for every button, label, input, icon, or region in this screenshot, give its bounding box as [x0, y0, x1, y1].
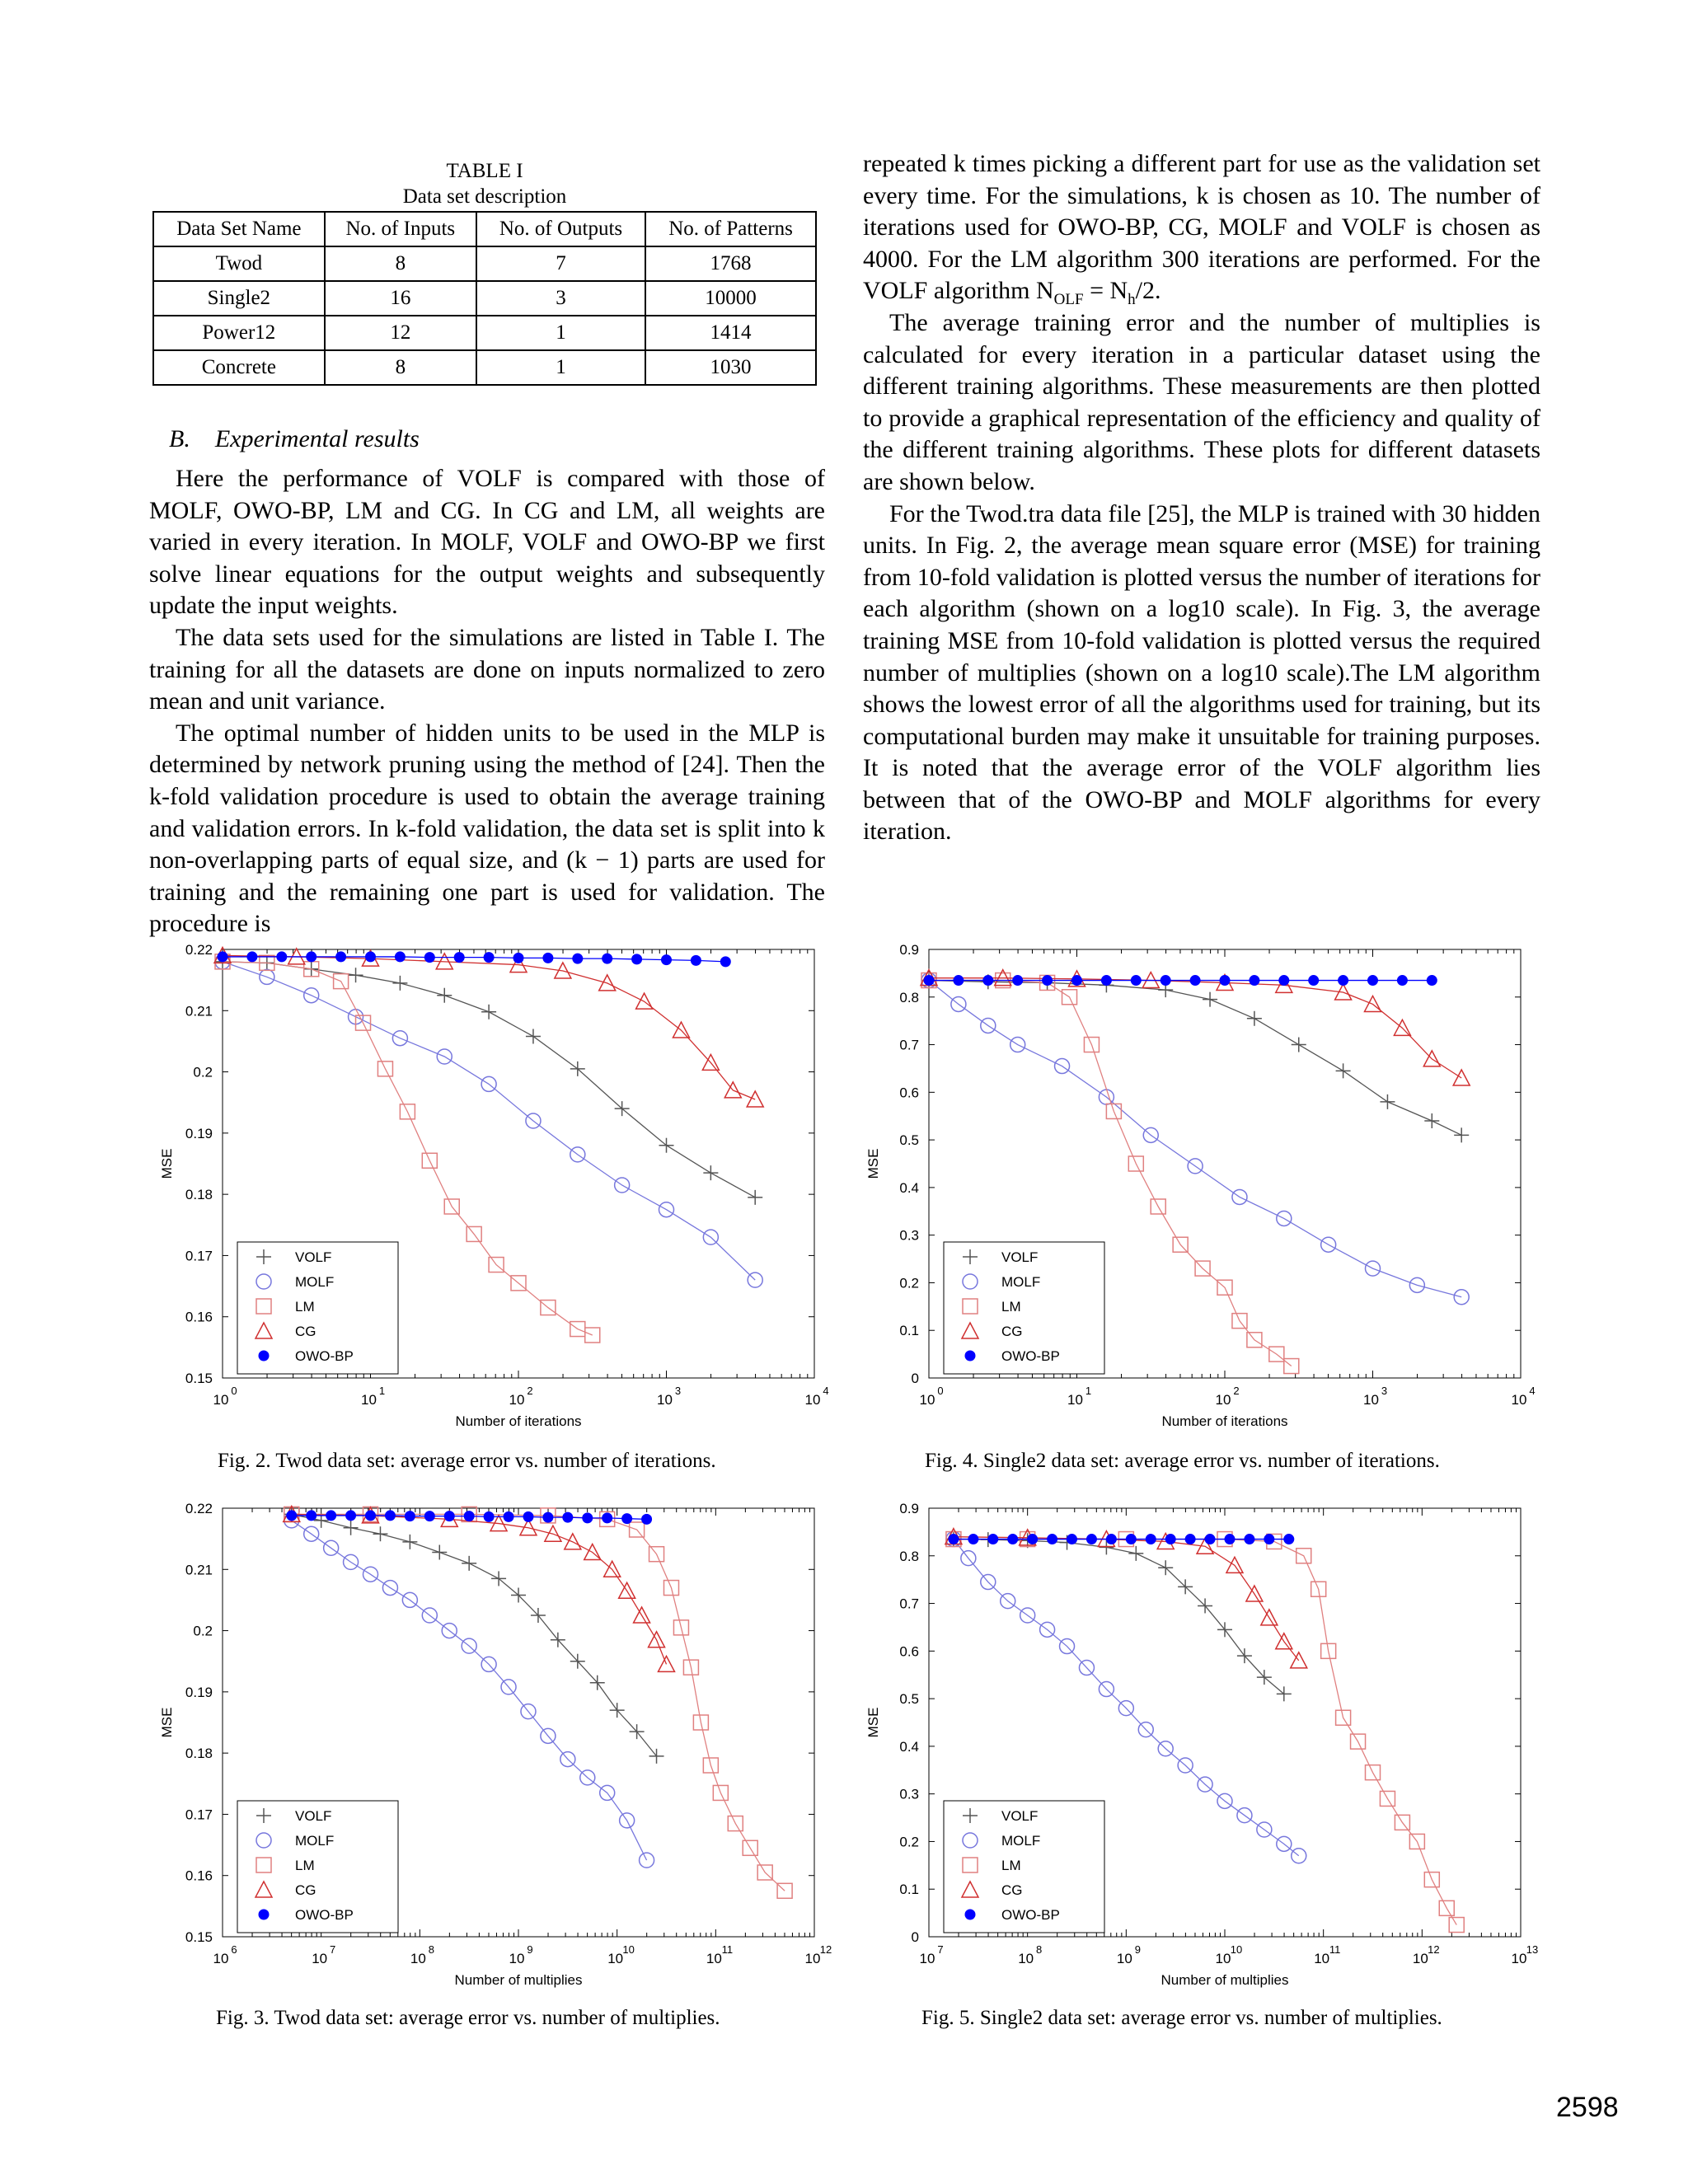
table-caption: Data set description	[402, 185, 567, 208]
figure-4	[855, 940, 1539, 1455]
x-tick-exponent: 8	[428, 1943, 434, 1956]
x-tick-label: 10	[213, 1392, 229, 1408]
x-tick-label: 10	[1412, 1951, 1428, 1966]
table-title: TABLE I	[446, 160, 523, 182]
table-cell: 8	[325, 350, 476, 385]
figure-2	[148, 940, 832, 1455]
legend	[237, 1242, 398, 1374]
x-tick-label: 10	[657, 1392, 673, 1408]
table-row	[153, 281, 816, 316]
subscript: h	[1128, 291, 1136, 309]
legend-label: CG	[295, 1882, 316, 1898]
data-point	[523, 1511, 533, 1521]
figure-caption: Fig. 3. Twod data set: average error vs. number of multiplies.	[216, 2007, 720, 2029]
x-tick-label: 10	[1363, 1392, 1379, 1408]
data-point	[1067, 1535, 1077, 1544]
y-tick-label: 0.1	[899, 1323, 919, 1339]
data-point	[954, 976, 964, 986]
paragraph: For the Twod.tra data file [25], the MLP is trained with 30 hidden units. In Fig. 2, the average mean square error (MSE) for training from 10-fold validation is plotted versus the number of iterations for each algorithm (shown on a log10 scale). In Fig. 3, the average training MSE from 10-fold validation is plotted versus the required number of multiplies (shown on a log10 scale).The LM algorithm shows the lowest error of all the algorithms used for training, but its computational burden may make it unsuitable for training purposes. It is noted that the average error of the VOLF algorithm lies between that of the OWO-BP and MOLF algorithms for every iteration.	[863, 499, 1540, 846]
y-tick-label: 0.7	[899, 1596, 919, 1612]
x-tick-label: 10	[509, 1951, 525, 1966]
figure-3	[148, 1498, 832, 2013]
y-tick-label: 0.2	[193, 1623, 213, 1639]
x-tick-exponent: 0	[937, 1385, 944, 1397]
chart-fig5	[855, 1498, 1539, 2009]
data-point	[1131, 976, 1141, 986]
x-tick-exponent: 4	[1529, 1385, 1536, 1397]
y-axis-label: MSE	[159, 1148, 175, 1179]
table-header-cell: No. of Inputs	[325, 212, 476, 246]
y-tick-label: 0.8	[899, 1548, 919, 1564]
data-point	[1368, 976, 1378, 986]
legend-label: MOLF	[295, 1274, 335, 1290]
y-tick-label: 0.19	[185, 1684, 213, 1700]
legend-label: LM	[1001, 1858, 1021, 1873]
data-point	[307, 1511, 316, 1521]
table-cell: Twod	[153, 246, 325, 281]
y-tick-label: 0	[911, 1371, 919, 1386]
x-tick-exponent: 6	[231, 1943, 237, 1956]
x-tick-label: 10	[361, 1392, 377, 1408]
table-cell: 1414	[645, 316, 816, 350]
x-tick-label: 10	[1215, 1392, 1231, 1408]
x-tick-exponent: 11	[1329, 1943, 1341, 1956]
data-point	[691, 955, 701, 965]
x-tick-exponent: 10	[622, 1943, 635, 1956]
data-point	[1028, 1535, 1038, 1544]
y-tick-label: 0.16	[185, 1309, 213, 1325]
table-1	[152, 158, 817, 386]
x-tick-label: 10	[1067, 1392, 1083, 1408]
chart-fig4	[855, 940, 1539, 1451]
y-tick-label: 0.2	[899, 1275, 919, 1291]
table-cell: 10000	[645, 281, 816, 316]
x-tick-label: 10	[919, 1951, 935, 1966]
y-tick-label: 0.15	[185, 1371, 213, 1386]
data-point	[603, 1513, 612, 1523]
paragraph: The data sets used for the simulations are listed in Table I. The training for all the datasets are done on inputs normalized to zero mean and unit variance.	[149, 623, 825, 715]
x-tick-label: 10	[919, 1392, 935, 1408]
table-row	[153, 350, 816, 385]
data-point	[988, 1535, 998, 1544]
x-axis-label: Number of iterations	[1161, 1413, 1288, 1429]
paragraph: Here the performance of VOLF is compared with those of MOLF, OWO-BP, LM and CG. In CG and LM, all weights are varied in every iteration. In MOLF, VOLF and OWO-BP we first solve linear equations for the output weights and subsequently update the input weights.	[149, 465, 825, 620]
text-run: /2.	[1135, 277, 1161, 305]
data-point	[513, 953, 523, 963]
data-point	[424, 1511, 434, 1521]
legend-label: LM	[295, 1299, 315, 1315]
x-tick-label: 10	[410, 1951, 426, 1966]
table-cell: 12	[325, 316, 476, 350]
data-point	[543, 953, 553, 963]
paragraph: The optimal number of hidden units to be used in the MLP is determined by network pruning using the method of [24]. Then the k-fold validation procedure is used to obtain the average training and validation errors. In k-fold validation, the data set is split into k non-overlapping parts of equal size, and (k − 1) parts are used for training and the remaining one part is used for validation. The procedure is	[149, 719, 825, 938]
data-point	[366, 1511, 376, 1521]
y-tick-label: 0.6	[899, 1085, 919, 1101]
data-point	[1397, 976, 1407, 986]
y-tick-label: 0.2	[193, 1064, 213, 1080]
data-point	[949, 1535, 959, 1544]
data-point	[1264, 1535, 1274, 1544]
x-tick-label: 10	[312, 1951, 328, 1966]
x-tick-exponent: 2	[527, 1385, 533, 1397]
legend-marker	[259, 1351, 269, 1361]
y-tick-label: 0.9	[899, 1501, 919, 1516]
x-tick-exponent: 9	[527, 1943, 533, 1956]
page-number: 2598	[1556, 2092, 1619, 2123]
data-point	[543, 1512, 553, 1522]
x-tick-label: 10	[213, 1951, 229, 1966]
y-tick-label: 0.21	[185, 1003, 213, 1019]
y-tick-label: 0.5	[899, 1132, 919, 1149]
legend	[237, 1801, 398, 1933]
x-tick-label: 10	[804, 1392, 821, 1408]
y-tick-label: 0.17	[185, 1248, 213, 1264]
legend-marker	[965, 1351, 975, 1361]
data-point	[1126, 1535, 1136, 1544]
data-point	[1245, 1535, 1254, 1544]
data-point	[336, 952, 346, 962]
legend-label: OWO-BP	[295, 1348, 354, 1364]
legend-label: CG	[295, 1324, 316, 1339]
x-tick-exponent: 12	[819, 1943, 832, 1956]
x-axis-label: Number of iterations	[455, 1413, 582, 1429]
data-point	[1190, 976, 1200, 986]
figure-caption: Fig. 2. Twod data set: average error vs. number of iterations.	[218, 1450, 716, 1472]
table-cell: 1	[476, 350, 645, 385]
y-tick-label: 0.8	[899, 989, 919, 1005]
figure-caption: Fig. 5. Single2 data set: average error vs. number of multiplies.	[921, 2007, 1442, 2029]
legend-label: LM	[1001, 1299, 1021, 1315]
data-point	[424, 953, 434, 963]
data-point	[632, 954, 642, 964]
data-point	[218, 952, 227, 962]
data-point	[464, 1511, 474, 1521]
table-cell: 1	[476, 316, 645, 350]
data-point	[1160, 976, 1170, 986]
data-set-table	[152, 211, 817, 386]
data-point	[444, 1511, 454, 1521]
data-point	[1205, 1535, 1215, 1544]
data-point	[247, 952, 257, 962]
paragraph	[863, 148, 1540, 307]
data-point	[277, 952, 287, 962]
chart-fig3	[148, 1498, 832, 2009]
x-tick-label: 10	[804, 1951, 821, 1966]
left-column-text	[149, 463, 825, 940]
table-cell: 8	[325, 246, 476, 281]
y-axis-label: MSE	[865, 1148, 881, 1179]
x-tick-exponent: 0	[231, 1385, 237, 1397]
data-point	[924, 976, 934, 986]
figure-5	[855, 1498, 1539, 2013]
y-tick-label: 0.3	[899, 1227, 919, 1244]
legend-label: CG	[1001, 1882, 1023, 1898]
data-point	[1225, 1535, 1235, 1544]
legend-label: MOLF	[1001, 1833, 1041, 1849]
chart-fig2	[148, 940, 832, 1451]
data-point	[326, 1511, 336, 1521]
data-point	[395, 952, 405, 962]
data-point	[1250, 976, 1259, 986]
data-point	[1146, 1535, 1156, 1544]
text-run: repeated k times picking a different part for use as the validation set every time. For the simulations, k is chosen as 10. The number of iterations used for OWO-BP, CG, MOLF and VOLF is chosen as 4000. For the LM algorithm 300 iterations are performed. For the VOLF algorithm N	[863, 150, 1540, 305]
legend-label: OWO-BP	[1001, 1348, 1060, 1364]
y-tick-label: 0	[911, 1929, 919, 1945]
x-tick-exponent: 11	[721, 1943, 734, 1956]
data-point	[983, 976, 993, 986]
legend-label: VOLF	[1001, 1249, 1039, 1265]
paragraph: The average training error and the number of multiplies is calculated for every iteration in a particular dataset using the different training algorithms. These measurements are then plotted to provide a graphical representation of the efficiency and quality of the different training algorithms. These plots for different datasets are shown below.	[863, 308, 1540, 495]
figure-caption: Fig. 4. Single2 data set: average error vs. number of iterations.	[925, 1450, 1440, 1472]
legend-label: CG	[1001, 1324, 1023, 1339]
y-tick-label: 0.2	[899, 1834, 919, 1850]
legend	[944, 1242, 1104, 1374]
y-tick-label: 0.18	[185, 1746, 213, 1762]
legend-marker	[965, 1910, 975, 1919]
x-tick-exponent: 2	[1233, 1385, 1240, 1397]
data-point	[1309, 976, 1319, 986]
data-point	[662, 955, 672, 965]
y-tick-label: 0.17	[185, 1807, 213, 1823]
x-axis-label: Number of multiplies	[1160, 1972, 1289, 1988]
table-cell: Single2	[153, 281, 325, 316]
table-cell: 3	[476, 281, 645, 316]
right-column-text	[863, 148, 1540, 848]
y-axis-label: MSE	[159, 1707, 175, 1738]
data-point	[1185, 1535, 1195, 1544]
data-point	[405, 1511, 415, 1521]
data-point	[484, 953, 494, 963]
table-cell: 16	[325, 281, 476, 316]
y-tick-label: 0.22	[185, 1501, 213, 1516]
legend-marker	[259, 1910, 269, 1919]
x-tick-exponent: 8	[1036, 1943, 1043, 1956]
data-point	[1086, 1535, 1096, 1544]
data-point	[454, 953, 464, 963]
x-tick-exponent: 7	[937, 1943, 944, 1956]
x-tick-exponent: 3	[1381, 1385, 1388, 1397]
y-tick-label: 0.22	[185, 942, 213, 958]
data-point	[366, 952, 376, 962]
legend-label: VOLF	[295, 1808, 332, 1824]
y-tick-label: 0.1	[899, 1882, 919, 1898]
y-tick-label: 0.4	[899, 1179, 919, 1196]
table-row	[153, 246, 816, 281]
data-point	[484, 1511, 494, 1521]
legend-label: VOLF	[1001, 1808, 1039, 1824]
x-tick-label: 10	[607, 1951, 624, 1966]
legend-label: OWO-BP	[295, 1907, 354, 1923]
y-tick-label: 0.9	[899, 942, 919, 958]
x-tick-label: 10	[1215, 1951, 1231, 1966]
data-point	[603, 954, 612, 963]
data-point	[1013, 976, 1023, 986]
table-cell: 7	[476, 246, 645, 281]
data-point	[385, 1511, 395, 1521]
data-point	[563, 1512, 573, 1522]
data-point	[1043, 976, 1053, 986]
table-row	[153, 316, 816, 350]
x-axis-label: Number of multiplies	[454, 1972, 583, 1988]
table-header-cell: Data Set Name	[153, 212, 325, 246]
data-point	[346, 1511, 356, 1521]
x-tick-label: 10	[706, 1951, 722, 1966]
y-tick-label: 0.21	[185, 1562, 213, 1578]
x-tick-exponent: 10	[1230, 1943, 1243, 1956]
y-tick-label: 0.19	[185, 1125, 213, 1141]
data-point	[1106, 1535, 1116, 1544]
text-run: = N	[1083, 277, 1128, 305]
x-tick-label: 10	[509, 1392, 525, 1408]
data-point	[573, 954, 583, 963]
data-point	[1048, 1535, 1057, 1544]
table-cell: Concrete	[153, 350, 325, 385]
data-point	[1339, 976, 1348, 986]
x-tick-exponent: 1	[1085, 1385, 1092, 1397]
table-cell: 1768	[645, 246, 816, 281]
legend-label: LM	[295, 1858, 315, 1873]
data-point	[720, 957, 730, 967]
x-tick-label: 10	[1511, 1392, 1527, 1408]
data-point	[1072, 976, 1082, 986]
x-tick-label: 10	[1018, 1951, 1034, 1966]
data-point	[622, 1514, 632, 1524]
table-cell: 1030	[645, 350, 816, 385]
x-tick-label: 10	[1511, 1951, 1527, 1966]
table-cell: Power12	[153, 316, 325, 350]
x-tick-exponent: 1	[378, 1385, 386, 1397]
x-tick-exponent: 9	[1134, 1943, 1141, 1956]
y-tick-label: 0.5	[899, 1691, 919, 1708]
x-tick-exponent: 13	[1526, 1943, 1539, 1956]
y-tick-label: 0.15	[185, 1929, 213, 1945]
x-tick-exponent: 7	[330, 1943, 336, 1956]
data-point	[1427, 976, 1437, 986]
subscript: OLF	[1053, 291, 1084, 309]
table-header-cell: No. of Patterns	[645, 212, 816, 246]
y-tick-label: 0.7	[899, 1037, 919, 1053]
y-tick-label: 0.4	[899, 1738, 919, 1755]
legend-label: VOLF	[295, 1249, 332, 1265]
x-tick-label: 10	[1116, 1951, 1132, 1966]
data-point	[307, 952, 316, 962]
y-tick-label: 0.3	[899, 1786, 919, 1802]
legend-label: MOLF	[1001, 1274, 1041, 1290]
legend	[944, 1801, 1104, 1933]
y-axis-label: MSE	[865, 1707, 881, 1738]
y-tick-label: 0.18	[185, 1187, 213, 1203]
x-tick-label: 10	[1314, 1951, 1330, 1966]
data-point	[642, 1514, 652, 1524]
data-point	[504, 1511, 513, 1521]
data-point	[968, 1535, 978, 1544]
x-tick-exponent: 12	[1428, 1943, 1440, 1956]
data-point	[1279, 976, 1289, 986]
data-point	[1008, 1535, 1018, 1544]
data-point	[1220, 976, 1230, 986]
x-tick-exponent: 3	[674, 1385, 682, 1397]
data-point	[1101, 976, 1111, 986]
section-heading: B. Experimental results	[169, 425, 420, 452]
y-tick-label: 0.16	[185, 1868, 213, 1884]
table-header-cell: No. of Outputs	[476, 212, 645, 246]
legend-label: MOLF	[295, 1833, 335, 1849]
y-tick-label: 0.6	[899, 1643, 919, 1660]
x-tick-exponent: 4	[823, 1385, 829, 1397]
data-point	[1284, 1535, 1294, 1544]
legend-label: OWO-BP	[1001, 1907, 1060, 1923]
data-point	[287, 1511, 297, 1521]
data-point	[1165, 1535, 1175, 1544]
data-point	[583, 1513, 593, 1523]
